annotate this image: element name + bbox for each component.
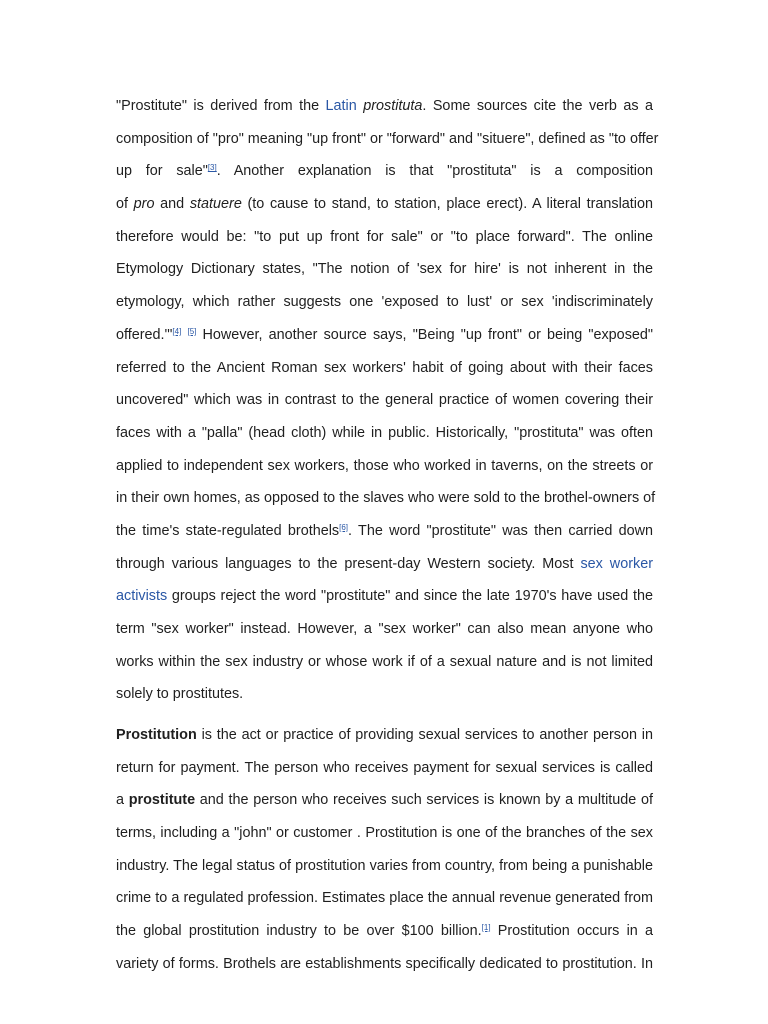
citation-link[interactable]: [5] (187, 326, 197, 336)
hyperlink[interactable]: activists (116, 588, 168, 605)
text-line (116, 817, 653, 850)
citation-link[interactable]: [1] (481, 923, 491, 933)
text-run: in their own homes, as opposed to the slaves who were sold to the brothel-owners of (116, 490, 656, 507)
text-run: uncovered" which was in contrast to the general practice of women covering their (116, 392, 653, 409)
text-line (116, 784, 653, 817)
text-run: groups reject the word "prostitute" and since the late 1970's have used the (167, 588, 653, 605)
text-line (116, 352, 653, 385)
text-run: . The word "prostitute" was then carried down (348, 522, 653, 539)
text-run: industry. The legal status of prostitution varies from country, from being a punishable (116, 857, 653, 874)
text-line (116, 253, 653, 286)
text-run: faces with a "palla" (head cloth) while in public. Historically, "prostituta" was often (116, 424, 653, 441)
text-run: solely to prostitutes. (116, 686, 244, 703)
text-line (116, 752, 653, 785)
text-line (116, 915, 653, 948)
text-line (116, 882, 653, 915)
text-run: (to cause to stand, to station, place erect). A literal translation (241, 196, 653, 213)
text-run: up for sale" (116, 163, 208, 180)
text-run: return for payment. The person who receives payment for sexual services is called (116, 759, 653, 776)
text-run: composition of "pro" meaning "up front" or "forward" and "situere", defined as "to offer (116, 130, 659, 147)
text-run: works within the sex industry or whose work if of a sexual nature and is not limited (116, 653, 653, 670)
text-line (116, 384, 653, 417)
text-line (116, 319, 653, 352)
text-line (116, 188, 653, 221)
citation-link[interactable]: [6] (339, 522, 349, 532)
text-run: the time's state-regulated brothels (116, 522, 340, 539)
text-line (116, 155, 653, 188)
text-line (116, 646, 653, 679)
text-run: . Another explanation is that "prostituta" is a composition (216, 163, 653, 180)
text-run: Prostitution occurs in a (490, 923, 653, 940)
text-run: a (116, 792, 129, 809)
text-line (116, 417, 653, 450)
bold-term: Prostitution (116, 727, 197, 743)
text-run: is the act or practice of providing sexual services to another person in (196, 727, 653, 743)
text-line (116, 123, 659, 156)
text-run: of (116, 196, 134, 213)
text-run: therefore would be: "to put up front for sale" or "to place forward". The online (116, 228, 653, 245)
text-line (116, 286, 653, 319)
text-run: through various languages to the present-day Western society. Most (116, 555, 581, 572)
text-line (116, 580, 653, 613)
text-line (116, 90, 653, 123)
text-run: Etymology Dictionary states, "The notion of 'sex for hire' is not inherent in the (116, 261, 653, 278)
bold-term: prostitute (128, 792, 196, 809)
citation-link[interactable]: [4] (172, 326, 182, 336)
text-run: variety of forms. Brothels are establishments specifically dedicated to prostitution. In (116, 955, 653, 972)
text-run: and (154, 196, 190, 213)
italic-term: pro (133, 196, 155, 213)
citation-link[interactable]: [3] (207, 163, 217, 173)
text-line (116, 948, 653, 981)
text-line (116, 515, 653, 548)
paragraph-definition (116, 719, 653, 981)
text-line (116, 221, 653, 254)
text-run: "Prostitute" is derived from the (116, 98, 326, 114)
text-run: terms, including a "john" or customer . Prostitution is one of the branches of the sex (116, 825, 653, 842)
text-line (116, 678, 653, 711)
hyperlink[interactable]: sex worker (580, 555, 653, 572)
hyperlink[interactable]: Latin (325, 98, 357, 114)
text-line (116, 850, 653, 883)
text-run: and the person who receives such services is known by a multitude of (195, 792, 653, 809)
text-run: offered.'" (116, 326, 173, 343)
text-line (116, 482, 656, 515)
text-line (116, 548, 653, 581)
text-run: referred to the Ancient Roman sex workers' habit of going about with their faces (116, 359, 653, 376)
text-run: etymology, which rather suggests one 'exposed to lust' or sex 'indiscriminately (116, 294, 653, 311)
paragraph-etymology (116, 90, 659, 711)
text-run: the global prostitution industry to be over $100 billion. (116, 923, 482, 940)
text-line (116, 719, 653, 752)
text-line (116, 613, 653, 646)
italic-term: statuere (189, 196, 242, 213)
text-run: crime to a regulated profession. Estimates place the annual revenue generated from (116, 890, 653, 907)
italic-term: prostituta (363, 98, 423, 114)
text-run: term "sex worker" instead. However, a "sex worker" can also mean anyone who (116, 621, 653, 637)
text-run: . Some sources cite the verb as a (422, 98, 654, 114)
text-run: applied to independent sex workers, those who worked in taverns, on the streets or (116, 457, 653, 474)
text-line (116, 450, 653, 483)
text-run: However, another source says, "Being "up front" or being "exposed" (196, 326, 654, 343)
